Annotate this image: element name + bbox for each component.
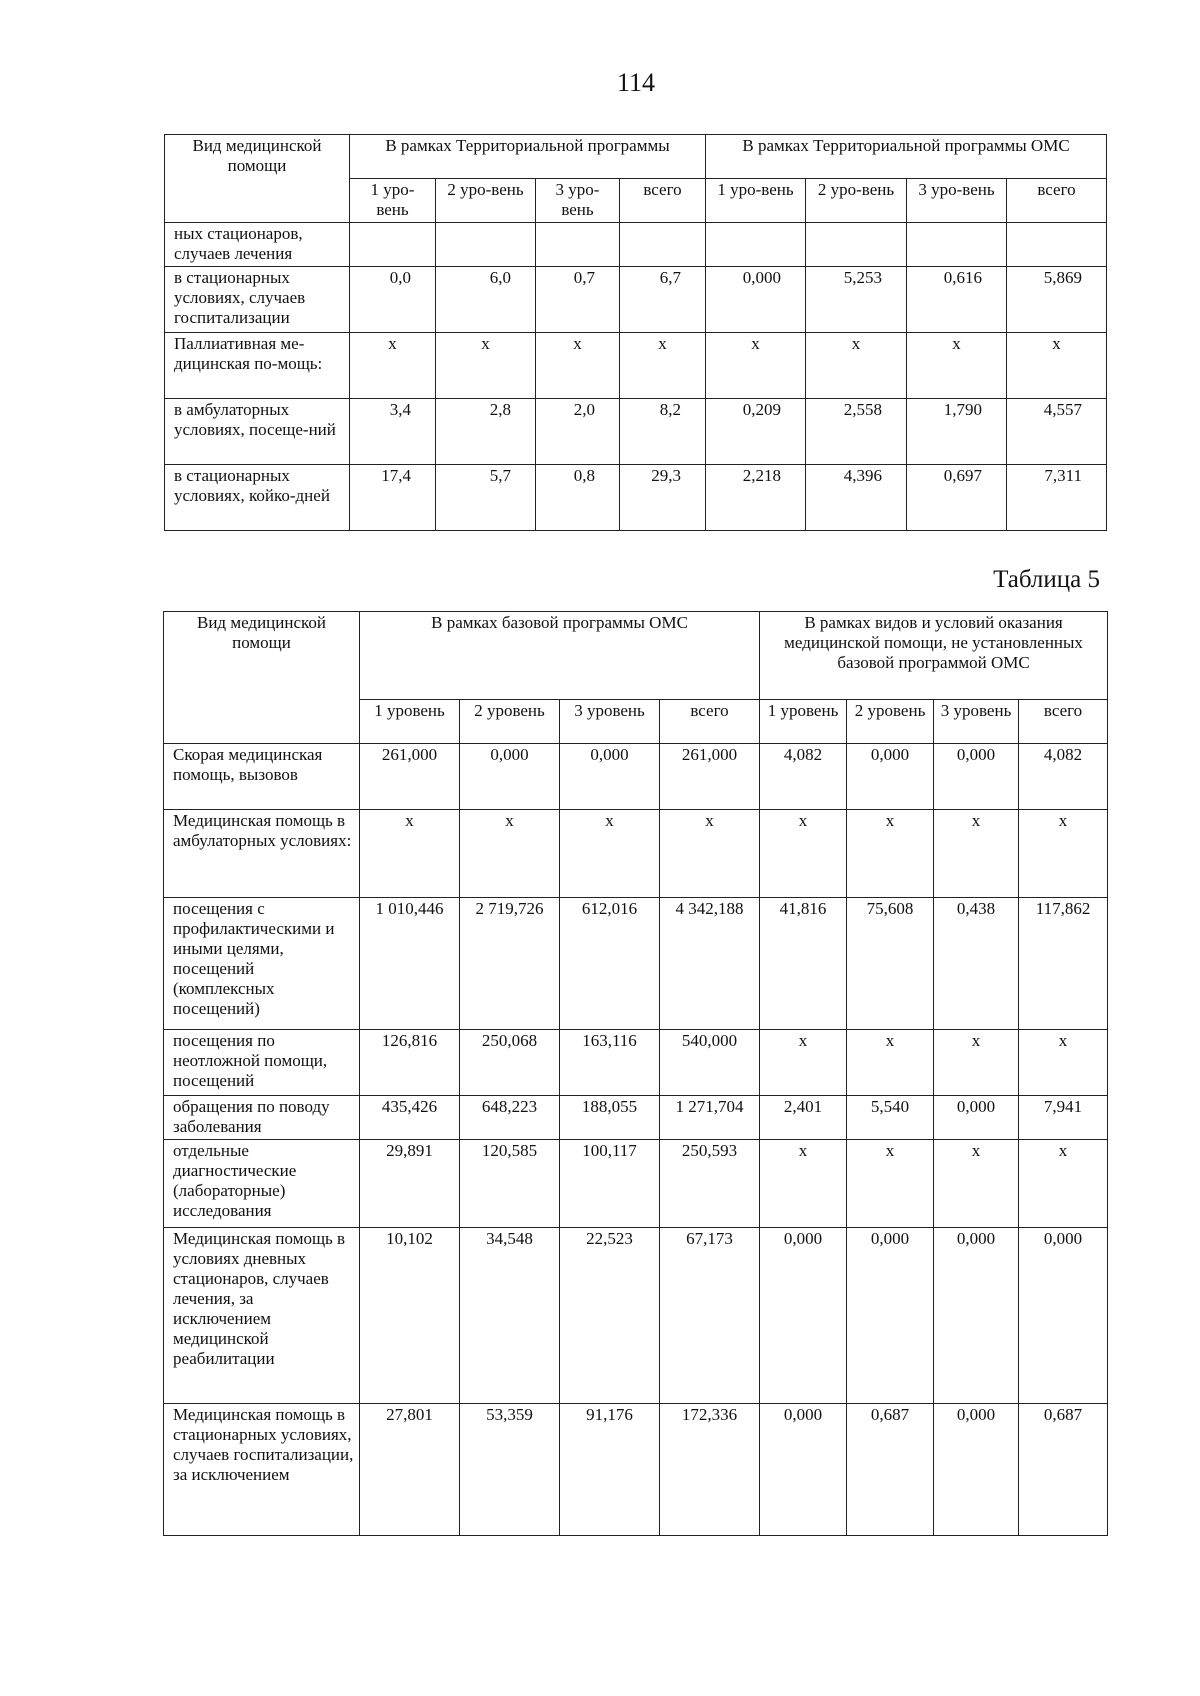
cell: 53,359 — [460, 1404, 560, 1536]
cell: 0,000 — [934, 1404, 1019, 1536]
cell — [907, 223, 1007, 267]
cell: 4,082 — [1019, 744, 1108, 810]
cell — [806, 223, 907, 267]
table-territorial-program — [164, 134, 1107, 531]
cell: 163,116 — [560, 1030, 660, 1096]
cell: 261,000 — [660, 744, 760, 810]
cell — [706, 223, 806, 267]
cell: 612,016 — [560, 898, 660, 1030]
table-row — [164, 1404, 1108, 1536]
row-label: Скорая медицинская помощь, вызовов — [164, 744, 360, 810]
cell: х — [620, 333, 706, 399]
cell: х — [760, 1030, 847, 1096]
cell: 5,540 — [847, 1096, 934, 1140]
col-group-basic-oms: В рамках базовой программы ОМС — [360, 612, 760, 700]
cell: 7,941 — [1019, 1096, 1108, 1140]
cell: 2,218 — [706, 465, 806, 531]
cell: 1,790 — [907, 399, 1007, 465]
row-label: обращения по поводу заболевания — [164, 1096, 360, 1140]
cell: 120,585 — [460, 1140, 560, 1228]
cell: 0,000 — [847, 744, 934, 810]
cell — [350, 223, 436, 267]
cell: 4,082 — [760, 744, 847, 810]
cell: 2 719,726 — [460, 898, 560, 1030]
table-row — [165, 399, 1107, 465]
cell: х — [560, 810, 660, 898]
cell: 4,557 — [1007, 399, 1107, 465]
col-group-territorial-oms: В рамках Территориальной программы ОМС — [706, 135, 1107, 179]
cell: 5,869 — [1007, 267, 1107, 333]
cell: х — [436, 333, 536, 399]
row-label: в амбулаторных условиях, посеще-ний — [165, 399, 350, 465]
row-label: Медицинская помощь в стационарных условиях, случаев госпитализации, за исключением — [164, 1404, 360, 1536]
col-header-level: 3 уро-вень — [536, 179, 620, 223]
row-label: Медицинская помощь в условиях дневных стационаров, случаев лечения, за исключением медицинской реабилитации — [164, 1228, 360, 1404]
col-header-level: 1 уровень — [760, 700, 847, 744]
col-header-total: всего — [620, 179, 706, 223]
cell: 2,0 — [536, 399, 620, 465]
row-label: посещения по неотложной помощи, посещений — [164, 1030, 360, 1096]
cell: х — [1019, 1140, 1108, 1228]
col-header-care-type: Вид медицинской помощи — [164, 612, 360, 744]
cell: 1 010,446 — [360, 898, 460, 1030]
cell: х — [660, 810, 760, 898]
cell: 261,000 — [360, 744, 460, 810]
table-row — [164, 744, 1108, 810]
cell: х — [847, 1030, 934, 1096]
cell: 117,862 — [1019, 898, 1108, 1030]
col-group-non-basic: В рамках видов и условий оказания медицинской помощи, не установленных базовой программой ОМС — [760, 612, 1108, 700]
cell: 29,3 — [620, 465, 706, 531]
cell: х — [847, 810, 934, 898]
table-basic-oms-program — [163, 611, 1108, 1536]
table-row — [164, 1228, 1108, 1404]
cell — [436, 223, 536, 267]
cell: х — [1007, 333, 1107, 399]
cell: 6,0 — [436, 267, 536, 333]
cell: х — [806, 333, 907, 399]
cell: 250,593 — [660, 1140, 760, 1228]
cell: 3,4 — [350, 399, 436, 465]
cell: 5,7 — [436, 465, 536, 531]
cell: х — [760, 810, 847, 898]
cell: 7,311 — [1007, 465, 1107, 531]
table-caption: Таблица 5 — [993, 566, 1100, 593]
cell: 0,000 — [706, 267, 806, 333]
cell: 0,687 — [847, 1404, 934, 1536]
cell: 0,000 — [560, 744, 660, 810]
cell: 172,336 — [660, 1404, 760, 1536]
table-row — [164, 1030, 1108, 1096]
table-row — [164, 898, 1108, 1030]
col-group-territorial: В рамках Территориальной программы — [350, 135, 706, 179]
table-row — [165, 223, 1107, 267]
cell: 2,8 — [436, 399, 536, 465]
cell: 27,801 — [360, 1404, 460, 1536]
table-row — [164, 810, 1108, 898]
cell: х — [760, 1140, 847, 1228]
cell: 6,7 — [620, 267, 706, 333]
col-header-total: всего — [660, 700, 760, 744]
cell: 2,558 — [806, 399, 907, 465]
cell: 0,000 — [760, 1228, 847, 1404]
cell: 0,000 — [1019, 1228, 1108, 1404]
row-label: посещения с профилактическими и иными целями, посещений (комплексных посещений) — [164, 898, 360, 1030]
cell: 0,7 — [536, 267, 620, 333]
row-label: ных стационаров, случаев лечения — [165, 223, 350, 267]
table-row — [165, 465, 1107, 531]
cell: х — [907, 333, 1007, 399]
cell: 250,068 — [460, 1030, 560, 1096]
col-header-level: 3 уровень — [934, 700, 1019, 744]
cell — [1007, 223, 1107, 267]
cell: х — [1019, 810, 1108, 898]
cell: х — [460, 810, 560, 898]
cell: 41,816 — [760, 898, 847, 1030]
table-row — [165, 333, 1107, 399]
cell: 0,687 — [1019, 1404, 1108, 1536]
cell: 540,000 — [660, 1030, 760, 1096]
cell: х — [934, 1140, 1019, 1228]
cell: 0,000 — [934, 744, 1019, 810]
cell: х — [1019, 1030, 1108, 1096]
cell: 5,253 — [806, 267, 907, 333]
cell: 1 271,704 — [660, 1096, 760, 1140]
cell: 4,396 — [806, 465, 907, 531]
cell: 0,0 — [350, 267, 436, 333]
cell: 8,2 — [620, 399, 706, 465]
col-header-level: 2 уро-вень — [806, 179, 907, 223]
col-header-level: 2 уровень — [847, 700, 934, 744]
cell: 0,000 — [934, 1096, 1019, 1140]
row-label: в стационарных условиях, койко-дней — [165, 465, 350, 531]
cell: 0,000 — [847, 1228, 934, 1404]
cell: х — [350, 333, 436, 399]
cell: 0,438 — [934, 898, 1019, 1030]
cell: х — [934, 1030, 1019, 1096]
cell: х — [934, 810, 1019, 898]
cell: 22,523 — [560, 1228, 660, 1404]
cell: 435,426 — [360, 1096, 460, 1140]
cell: 0,000 — [460, 744, 560, 810]
cell: 0,8 — [536, 465, 620, 531]
cell: х — [536, 333, 620, 399]
cell — [536, 223, 620, 267]
cell: 0,000 — [934, 1228, 1019, 1404]
row-label: Медицинская помощь в амбулаторных условиях: — [164, 810, 360, 898]
col-header-level: 3 уро-вень — [907, 179, 1007, 223]
cell: х — [706, 333, 806, 399]
cell: 67,173 — [660, 1228, 760, 1404]
col-header-level: 2 уровень — [460, 700, 560, 744]
row-label: Паллиативная ме-дицинская по-мощь: — [165, 333, 350, 399]
cell: 648,223 — [460, 1096, 560, 1140]
cell: 29,891 — [360, 1140, 460, 1228]
col-header-total: всего — [1019, 700, 1108, 744]
col-header-level: 1 уровень — [360, 700, 460, 744]
cell: 0,000 — [760, 1404, 847, 1536]
row-label: в стационарных условиях, случаев госпитализации — [165, 267, 350, 333]
col-header-level: 2 уро-вень — [436, 179, 536, 223]
cell: 0,209 — [706, 399, 806, 465]
cell: 91,176 — [560, 1404, 660, 1536]
col-header-care-type: Вид медицинской помощи — [165, 135, 350, 223]
page-number: 114 — [616, 68, 656, 97]
cell: 0,697 — [907, 465, 1007, 531]
col-header-level: 1 уро-вень — [706, 179, 806, 223]
table-row — [165, 267, 1107, 333]
cell: 75,608 — [847, 898, 934, 1030]
cell: х — [847, 1140, 934, 1228]
cell: 10,102 — [360, 1228, 460, 1404]
cell: х — [360, 810, 460, 898]
cell: 17,4 — [350, 465, 436, 531]
col-header-level: 3 уровень — [560, 700, 660, 744]
col-header-total: всего — [1007, 179, 1107, 223]
cell: 34,548 — [460, 1228, 560, 1404]
table-row — [164, 1096, 1108, 1140]
cell: 2,401 — [760, 1096, 847, 1140]
cell: 126,816 — [360, 1030, 460, 1096]
cell: 0,616 — [907, 267, 1007, 333]
cell: 188,055 — [560, 1096, 660, 1140]
cell: 100,117 — [560, 1140, 660, 1228]
col-header-level: 1 уро-вень — [350, 179, 436, 223]
row-label: отдельные диагностические (лабораторные) исследования — [164, 1140, 360, 1228]
cell: 4 342,188 — [660, 898, 760, 1030]
table-row — [164, 1140, 1108, 1228]
cell — [620, 223, 706, 267]
